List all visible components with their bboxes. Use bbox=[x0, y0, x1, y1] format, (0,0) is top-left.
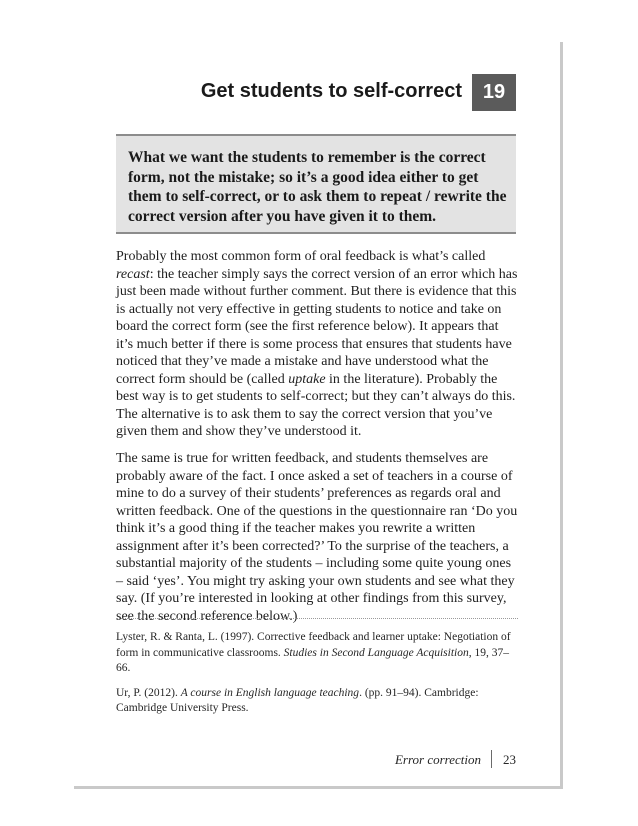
footer-section-title: Error correction bbox=[394, 752, 481, 767]
paragraph-1-text-a: Probably the most common form of oral feedback is what’s called bbox=[116, 249, 486, 264]
chapter-title: Get students to self-correct bbox=[200, 80, 462, 102]
reference-item bbox=[116, 630, 518, 677]
body-paragraph-2: The same is true for written feedback, and students themselves are probably aware of the fact. I once asked a set of teachers in a course of mine to do a survey of their students’ preferences as regards oral and written feedback. One of the questions in the questionnaire ran ‘Do you think it’s a good thing if the teacher makes you rewrite a written assignment after it’s been corrected?’ To the surprise of the teachers, a substantial majority of the students – including some quite young ones – said ‘yes’. You might try asking your own students and see what they say. (If you’re interested in looking at other findings from this survey, see the second reference below.) bbox=[116, 451, 518, 624]
key-point-text: What we want the students to remember is the correct form, not the mistake; so it’s a good idea either to get them to self-correct, or to ask them to repeat / rewrite the correct version after you have given it to them. bbox=[128, 149, 507, 225]
paragraph-1-text-c: in the literature). Probably the best way is to get students to self-correct; but they can’t always do this. The alternative is to ask them to say the correct version that you’ve given them and show they’ve understood it. bbox=[116, 371, 516, 440]
paragraph-1-text-b: : the teacher simply says the correct version of an error which has just been made without further comment. But there is evidence that this is actually not very effective in getting students to notice and take on board the correct form (see the first reference below). It appears that it’s much better if there is some process that ensures that students have noticed that they’ve made a mistake and have understood what the correct form should be (called bbox=[116, 266, 518, 387]
body-text bbox=[116, 248, 518, 634]
reference-1-pages: , 19, 37–66. bbox=[116, 646, 509, 674]
key-point-box bbox=[116, 136, 516, 234]
body-paragraph-1 bbox=[116, 248, 518, 441]
reference-1-journal: Studies in Second Language Acquisition bbox=[283, 646, 469, 659]
term-uptake: uptake bbox=[288, 371, 326, 387]
footer-separator bbox=[491, 750, 492, 768]
references-divider bbox=[116, 618, 518, 619]
references bbox=[116, 630, 518, 726]
page-number: 23 bbox=[503, 752, 516, 767]
term-recast: recast bbox=[116, 266, 150, 282]
reference-2-book-title: A course in English language teaching bbox=[180, 686, 360, 699]
page-edge-bottom bbox=[74, 786, 563, 789]
reference-2-authors: Ur, P. (2012). bbox=[116, 686, 181, 699]
page-edge-right bbox=[560, 42, 563, 787]
chapter-number-badge: 19 bbox=[472, 74, 516, 111]
reference-2-publisher: . (pp. 91–94). Cambridge: Cambridge University Press. bbox=[116, 686, 479, 714]
reference-1-authors: Lyster, R. & Ranta, L. (1997). Corrective feedback and learner uptake: Negotiation of form in communicative classrooms. bbox=[116, 631, 511, 659]
reference-item bbox=[116, 686, 518, 717]
